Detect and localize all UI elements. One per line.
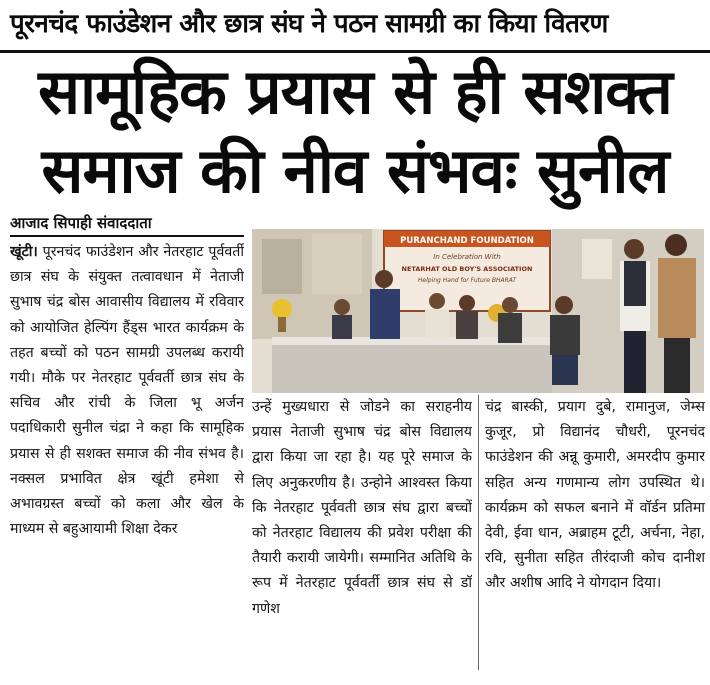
event-photo xyxy=(252,229,704,393)
article-column-1 xyxy=(10,240,244,680)
headline-line-1: सामूहिक प्रयास से ही सशक्त xyxy=(38,55,672,128)
article-column-1-text: पूरनचंद फाउंडेशन और नेतरहाट पूर्ववर्ती छात्र संघ के संयुक्त तत्वावधान में नेताजी सुभाष चंद्र बोस आवासीय विद्यालय में रविवार को आयोजित हेल्पिंग हैंड्स भारत कार्यक्रम के तहत बच्चों को पठन सामग्री उपलब्ध करायी गयी। मौके पर नेतरहाट पूर्ववर्ती छात्र संघ के सचिव और रांची के जिला भू अर्जन पदाधिकारी सुनील चंद्रा ने कहा कि सामूहिक प्रयास से ही सशक्त समाज की नीव संभव है। नक्सल प्रभावित क्षेत्र खूंटी हमेशा से अभावग्रस्त बच्चों को कला और खेल के माध्यम से बहुआयामी शिक्षा देकर xyxy=(10,244,244,538)
banner-subtitle-1: In Celebration With xyxy=(433,253,501,261)
article-column-2: उन्हें मुख्यधारा से जोडने का सराहनीय प्रयास नेताजी सुभाष चंद्र बोस विद्यालय द्वारा किया जा रहा है। यह पूरे समाज के लिए अनुकरणीय है। उन्होने आश्वस्त किया कि नेतरहाट पूर्ववती छात्र संघ द्वारा बच्चों को नेतरहाट विद्यालय की प्रवेश परीक्षा की तैयारी करायी जायेगी। सम्मानित अतिथि के रूप में नेतरहाट पूर्ववर्ती छात्र संघ से डॉ गणेश xyxy=(252,399,472,617)
banner-subtitle-3: Helping Hand for Future BHARAT xyxy=(417,277,517,284)
article-column-3: चंद्र बास्की, प्रयाग दुबे, रामानुज, जेम्स कुजूर, प्रो विद्यानंद चौधरी, पूरनचंद फाउंडेशन की अन्नू कुमारी, अमरदीप कुमार सहित अन्य गणमान्य लोग उपस्थित थे। कार्यक्रम को सफल बनाने में वॉर्डन प्रतिमा देवी, ईवा धान, अब्राहम टूटी, अर्चना, नेहा, रवि, सुनीता सहित तीरंदाजी कोच दानीश और अशीष आदि ने योगदान दिया। xyxy=(485,399,705,592)
byline: आजाद सिपाही संवाददाता xyxy=(10,214,152,232)
banner-subtitle-2: NETARHAT OLD BOY'S ASSOCIATION xyxy=(401,265,533,273)
byline-rule xyxy=(10,235,244,237)
banner-title: PURANCHAND FOUNDATION xyxy=(400,236,534,246)
dateline: खूंटी। xyxy=(10,244,38,260)
column-divider xyxy=(478,395,479,670)
kicker-headline: पूरनचंद फाउंडेशन और छात्र संघ ने पठन सामग्री का किया वितरण xyxy=(10,9,608,39)
headline-line-2: समाज की नीव संभवः सुनील xyxy=(41,134,669,207)
event-photo-illustration xyxy=(252,229,704,393)
